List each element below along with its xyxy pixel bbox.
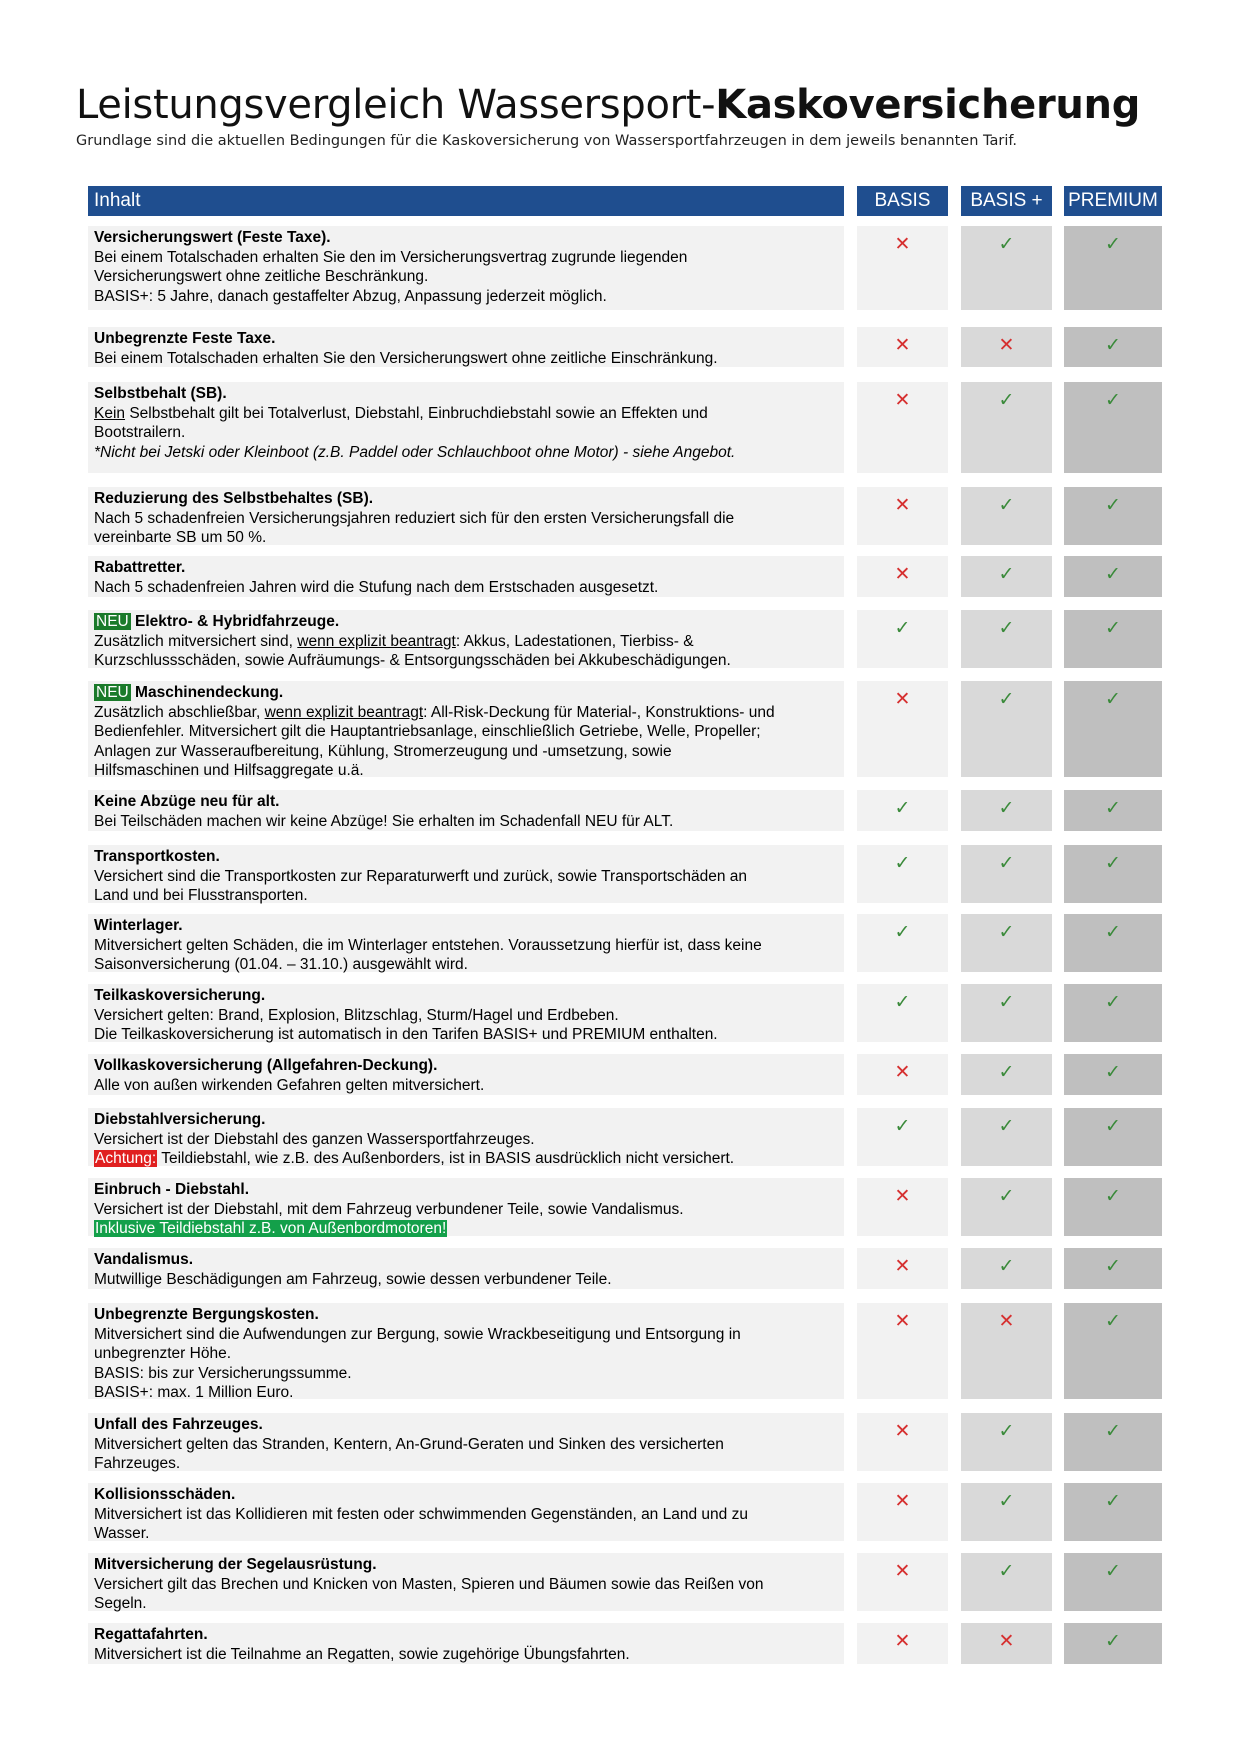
row-line: Alle von außen wirkenden Gefahren gelten mitversichert.	[94, 1076, 485, 1094]
row-title: Kollisionsschäden.	[94, 1486, 236, 1503]
cross-icon: ✕	[894, 334, 911, 356]
cross-icon: ✕	[894, 1560, 911, 1582]
row-line	[94, 1219, 840, 1239]
row-text	[94, 986, 840, 1045]
row-title-text: Elektro- & Hybridfahrzeuge.	[130, 613, 340, 630]
basis-cell	[857, 914, 948, 972]
cross-icon: ✕	[894, 494, 911, 516]
row-line: BASIS+: 5 Jahre, danach gestaffelter Abzug, Anpassung jederzeit möglich.	[94, 287, 607, 305]
table-row	[0, 914, 1241, 972]
check-icon: ✓	[998, 1420, 1015, 1442]
premium-cell	[1064, 1303, 1162, 1399]
check-icon: ✓	[1105, 1630, 1121, 1652]
row-content-cell	[88, 556, 844, 597]
table-row	[0, 790, 1241, 831]
row-line: Mitversichert sind die Aufwendungen zur Bergung, sowie Wrackbeseitigung und Entsorgung in	[94, 1325, 741, 1343]
row-line: Bei Teilschäden machen wir keine Abzüge! Sie erhalten im Schadenfall NEU für ALT.	[94, 812, 674, 830]
basis-plus-cell	[961, 681, 1052, 777]
premium-cell	[1064, 1413, 1162, 1471]
basis-plus-cell	[961, 914, 1052, 972]
basis-cell	[857, 984, 948, 1042]
basis-cell	[857, 681, 948, 777]
row-content-cell	[88, 1178, 844, 1236]
row-line: Versichert gilt das Brechen und Knicken von Masten, Spieren und Bäumen sowie das Reißen von	[94, 1575, 764, 1593]
cross-icon: ✕	[894, 563, 911, 585]
table-row	[0, 1483, 1241, 1541]
check-icon: ✓	[998, 563, 1015, 585]
column-header-basis: BASIS	[857, 186, 948, 216]
cross-icon: ✕	[894, 389, 911, 411]
table-row	[0, 610, 1241, 668]
check-icon: ✓	[1105, 494, 1121, 516]
row-line: Nach 5 schadenfreien Jahren wird die Stufung nach dem Erstschaden ausgesetzt.	[94, 578, 659, 596]
basis-cell	[857, 382, 948, 473]
basis-plus-cell	[961, 327, 1052, 367]
underlined-text: wenn explizit beantragt	[297, 632, 456, 650]
check-icon: ✓	[1105, 233, 1121, 255]
row-text	[94, 1625, 840, 1664]
premium-cell	[1064, 681, 1162, 777]
basis-cell	[857, 556, 948, 597]
row-line: Die Teilkaskoversicherung ist automatisch in den Tarifen BASIS+ und PREMIUM enthalten.	[94, 1026, 718, 1043]
basis-plus-cell	[961, 1623, 1052, 1664]
check-icon: ✓	[998, 1560, 1015, 1582]
row-title: Unbegrenzte Feste Taxe.	[94, 330, 276, 347]
table-row	[0, 1248, 1241, 1289]
row-content-cell	[88, 487, 844, 545]
basis-plus-cell	[961, 845, 1052, 903]
title-regular: Leistungsvergleich Wassersport-	[76, 82, 716, 128]
basis-plus-cell	[961, 382, 1052, 473]
row-title: Regattafahrten.	[94, 1626, 208, 1643]
row-title	[94, 683, 840, 703]
row-line: Mitversichert ist das Kollidieren mit festen oder schwimmenden Gegenständen, an Land und zu	[94, 1505, 748, 1523]
table-row	[0, 1108, 1241, 1166]
premium-cell	[1064, 1553, 1162, 1611]
table-row	[0, 1553, 1241, 1611]
row-text	[94, 1555, 840, 1614]
check-icon: ✓	[1105, 797, 1121, 819]
row-line: Kurzschlussschäden, sowie Aufräumungs- & Entsorgungsschäden bei Akkubeschädigungen.	[94, 652, 731, 669]
row-line-italic: *Nicht bei Jetski oder Kleinboot (z.B. Paddel oder Schlauchboot ohne Motor) - siehe Angebot.	[94, 443, 736, 461]
row-text	[94, 384, 840, 462]
check-icon: ✓	[894, 921, 911, 943]
page-title	[76, 78, 1140, 132]
column-header-basis-plus: BASIS +	[961, 186, 1052, 216]
row-line: Versicherungswert ohne zeitliche Beschränkung.	[94, 268, 429, 285]
row-line	[94, 703, 840, 723]
row-text	[94, 792, 840, 831]
basis-cell	[857, 1623, 948, 1664]
row-title: Keine Abzüge neu für alt.	[94, 793, 280, 810]
cross-icon: ✕	[894, 1420, 911, 1442]
row-line: vereinbarte SB um 50 %.	[94, 529, 267, 546]
row-title: Rabattretter.	[94, 559, 186, 576]
row-content-cell	[88, 914, 844, 972]
cross-icon: ✕	[894, 1255, 911, 1277]
row-text	[94, 228, 840, 306]
row-line: Fahrzeuges.	[94, 1455, 181, 1472]
premium-cell	[1064, 327, 1162, 367]
basis-plus-cell	[961, 556, 1052, 597]
row-text	[94, 916, 840, 975]
cross-icon: ✕	[894, 1310, 911, 1332]
check-icon: ✓	[1105, 617, 1121, 639]
check-icon: ✓	[1105, 1420, 1121, 1442]
check-icon: ✓	[1105, 1061, 1121, 1083]
check-icon: ✓	[1105, 852, 1121, 874]
premium-cell	[1064, 984, 1162, 1042]
row-title-text: Maschinendeckung.	[130, 684, 284, 701]
row-line: Bootstrailern.	[94, 424, 186, 441]
basis-plus-cell	[961, 226, 1052, 310]
row-title: Diebstahlversicherung.	[94, 1111, 266, 1128]
row-title: Reduzierung des Selbstbehaltes (SB).	[94, 490, 374, 507]
check-icon: ✓	[1105, 688, 1121, 710]
warning-badge: Achtung:	[95, 1150, 157, 1167]
column-header-premium: PREMIUM	[1064, 186, 1162, 216]
row-line: Mitversichert gelten das Stranden, Kentern, An-Grund-Geraten und Sinken des versicherten	[94, 1435, 724, 1453]
check-icon: ✓	[998, 1185, 1015, 1207]
cross-icon: ✕	[998, 334, 1015, 356]
basis-cell	[857, 1054, 948, 1095]
cross-icon: ✕	[894, 1490, 911, 1512]
row-line: Versichert sind die Transportkosten zur Reparaturwerft und zurück, sowie Transportschäden an	[94, 867, 748, 885]
row-line	[94, 632, 840, 652]
row-text	[94, 847, 840, 906]
row-text	[94, 1110, 840, 1169]
check-icon: ✓	[998, 617, 1015, 639]
check-icon: ✓	[894, 852, 911, 874]
row-line: BASIS+: max. 1 Million Euro.	[94, 1384, 294, 1401]
check-icon: ✓	[894, 1115, 911, 1137]
check-icon: ✓	[1105, 389, 1121, 411]
basis-plus-cell	[961, 1178, 1052, 1236]
row-line: Nach 5 schadenfreien Versicherungsjahren reduziert sich für den ersten Versicherungsfall die	[94, 509, 735, 527]
row-title: Versicherungswert (Feste Taxe).	[94, 229, 331, 246]
row-text	[94, 1415, 840, 1474]
check-icon: ✓	[1105, 1560, 1121, 1582]
row-line-rest: Teildiebstahl, wie z.B. des Außenborders, ist in BASIS ausdrücklich nicht versichert.	[157, 1150, 735, 1167]
cross-icon: ✕	[894, 1630, 911, 1652]
row-title: Einbruch - Diebstahl.	[94, 1181, 250, 1198]
row-content-cell	[88, 984, 844, 1042]
column-header-inhalt: Inhalt	[88, 186, 844, 216]
row-text	[94, 1485, 840, 1544]
cross-icon: ✕	[894, 233, 911, 255]
check-icon: ✓	[998, 921, 1015, 943]
check-icon: ✓	[1105, 1255, 1121, 1277]
check-icon: ✓	[1105, 334, 1121, 356]
underlined-text: Kein	[94, 404, 126, 422]
cross-icon: ✕	[894, 688, 911, 710]
basis-cell	[857, 327, 948, 367]
new-badge: NEU	[96, 684, 129, 701]
basis-plus-cell	[961, 1413, 1052, 1471]
cross-icon: ✕	[998, 1630, 1015, 1652]
table-row	[0, 1054, 1241, 1095]
row-content-cell	[88, 1483, 844, 1541]
premium-cell	[1064, 1623, 1162, 1664]
row-content-cell	[88, 845, 844, 903]
check-icon: ✓	[894, 617, 911, 639]
row-line: Versichert ist der Diebstahl, mit dem Fahrzeug verbundener Teile, sowie Vandalismus.	[94, 1200, 684, 1218]
check-icon: ✓	[894, 797, 911, 819]
check-icon: ✓	[1105, 1310, 1121, 1332]
check-icon: ✓	[998, 1115, 1015, 1137]
table-row	[0, 1178, 1241, 1236]
check-icon: ✓	[998, 389, 1015, 411]
row-content-cell	[88, 1553, 844, 1611]
row-line: BASIS: bis zur Versicherungssumme.	[94, 1364, 352, 1382]
row-line: Bei einem Totalschaden erhalten Sie den Versicherungswert ohne zeitliche Einschränkung.	[94, 349, 718, 367]
basis-plus-cell	[961, 487, 1052, 545]
row-text	[94, 1056, 840, 1095]
check-icon: ✓	[998, 797, 1015, 819]
check-icon: ✓	[1105, 1185, 1121, 1207]
row-title: Vandalismus.	[94, 1251, 194, 1268]
check-icon: ✓	[1105, 991, 1121, 1013]
row-text	[94, 329, 840, 368]
row-title	[94, 612, 840, 632]
row-text	[94, 1305, 840, 1403]
table-row	[0, 984, 1241, 1042]
check-icon: ✓	[998, 233, 1015, 255]
basis-cell	[857, 1553, 948, 1611]
row-line: Wasser.	[94, 1525, 150, 1542]
row-title: Unbegrenzte Bergungskosten.	[94, 1306, 319, 1323]
premium-cell	[1064, 1054, 1162, 1095]
table-row	[0, 556, 1241, 597]
cross-icon: ✕	[894, 1061, 911, 1083]
check-icon: ✓	[998, 991, 1015, 1013]
row-content-cell	[88, 681, 844, 777]
basis-cell	[857, 487, 948, 545]
title-bold: Kaskoversicherung	[715, 82, 1141, 128]
premium-cell	[1064, 610, 1162, 668]
row-text	[94, 683, 840, 781]
basis-cell	[857, 790, 948, 831]
row-content-cell	[88, 1303, 844, 1399]
row-line: Saisonversicherung (01.04. – 31.10.) ausgewählt wird.	[94, 956, 468, 973]
basis-cell	[857, 610, 948, 668]
table-row	[0, 1623, 1241, 1664]
premium-cell	[1064, 1248, 1162, 1289]
check-icon: ✓	[998, 1255, 1015, 1277]
row-title: Teilkaskoversicherung.	[94, 987, 266, 1004]
premium-cell	[1064, 790, 1162, 831]
table-row	[0, 1413, 1241, 1471]
check-icon: ✓	[1105, 563, 1121, 585]
basis-plus-cell	[961, 790, 1052, 831]
row-text	[94, 1250, 840, 1289]
check-icon: ✓	[1105, 1115, 1121, 1137]
premium-cell	[1064, 1178, 1162, 1236]
row-line: Versichert ist der Diebstahl des ganzen Wassersportfahrzeuges.	[94, 1130, 535, 1148]
basis-plus-cell	[961, 984, 1052, 1042]
row-line-rest: Selbstbehalt gilt bei Totalverlust, Diebstahl, Einbruchdiebstahl sowie an Effekten und	[125, 404, 708, 422]
row-line: Hilfsmaschinen und Hilfsaggregate u.ä.	[94, 762, 364, 779]
row-content-cell	[88, 610, 844, 668]
check-icon: ✓	[998, 1490, 1015, 1512]
row-content-cell	[88, 1248, 844, 1289]
basis-cell	[857, 1248, 948, 1289]
row-line-post: : All-Risk-Deckung für Material-, Konstruktions- und	[423, 703, 775, 721]
row-line: Mutwillige Beschädigungen am Fahrzeug, sowie dessen verbundener Teile.	[94, 1270, 612, 1288]
premium-cell	[1064, 1483, 1162, 1541]
row-line: Versichert gelten: Brand, Explosion, Blitzschlag, Sturm/Hagel und Erdbeben.	[94, 1006, 619, 1024]
row-line	[94, 1149, 840, 1169]
row-text	[94, 489, 840, 548]
cross-icon: ✕	[894, 1185, 911, 1207]
row-title: Transportkosten.	[94, 848, 220, 865]
basis-plus-cell	[961, 1054, 1052, 1095]
check-icon: ✓	[998, 852, 1015, 874]
premium-cell	[1064, 556, 1162, 597]
basis-cell	[857, 1108, 948, 1166]
row-content-cell	[88, 790, 844, 831]
row-line: Land und bei Flusstransporten.	[94, 887, 308, 904]
row-title: Unfall des Fahrzeuges.	[94, 1416, 263, 1433]
row-text	[94, 1180, 840, 1239]
premium-cell	[1064, 487, 1162, 545]
check-icon: ✓	[1105, 1490, 1121, 1512]
table-row	[0, 1303, 1241, 1399]
row-text	[94, 558, 840, 597]
table-row	[0, 382, 1241, 473]
check-icon: ✓	[998, 494, 1015, 516]
basis-plus-cell	[961, 1553, 1052, 1611]
underlined-text: wenn explizit beantragt	[264, 703, 424, 721]
basis-cell	[857, 1483, 948, 1541]
page-subtitle: Grundlage sind die aktuellen Bedingungen für die Kaskoversicherung von Wassersportfahrzeugen in dem jeweils benannten Tarif.	[76, 133, 1018, 149]
premium-cell	[1064, 1108, 1162, 1166]
basis-plus-cell	[961, 1108, 1052, 1166]
row-content-cell	[88, 1413, 844, 1471]
row-content-cell	[88, 382, 844, 473]
row-content-cell	[88, 1108, 844, 1166]
row-line	[94, 404, 840, 424]
premium-cell	[1064, 382, 1162, 473]
row-line: Bedienfehler. Mitversichert gilt die Hauptantriebsanlage, einschließlich Getriebe, Welle, Propeller;	[94, 723, 761, 740]
highlight-badge: Inklusive Teildiebstahl z.B. von Außenbordmotoren!	[95, 1220, 447, 1237]
table-row	[0, 681, 1241, 777]
basis-plus-cell	[961, 610, 1052, 668]
check-icon: ✓	[894, 991, 911, 1013]
row-content-cell	[88, 327, 844, 367]
cross-icon: ✕	[998, 1310, 1015, 1332]
row-line: unbegrenzter Höhe.	[94, 1345, 232, 1362]
row-line: Mitversichert ist die Teilnahme an Regatten, sowie zugehörige Übungsfahrten.	[94, 1645, 630, 1663]
basis-cell	[857, 226, 948, 310]
basis-cell	[857, 845, 948, 903]
table-row	[0, 327, 1241, 367]
check-icon: ✓	[1105, 921, 1121, 943]
row-content-cell	[88, 1054, 844, 1095]
premium-cell	[1064, 226, 1162, 310]
basis-cell	[857, 1178, 948, 1236]
row-content-cell	[88, 226, 844, 310]
row-line-pre: Zusätzlich abschließbar,	[94, 703, 265, 721]
row-line-pre: Zusätzlich mitversichert sind,	[94, 632, 298, 650]
row-title: Winterlager.	[94, 917, 183, 934]
table-row	[0, 487, 1241, 545]
check-icon: ✓	[998, 1061, 1015, 1083]
table-row	[0, 845, 1241, 903]
row-line: Anlagen zur Wasseraufbereitung, Kühlung, Stromerzeugung und -umsetzung, sowie	[94, 742, 672, 760]
row-line-post: : Akkus, Ladestationen, Tierbiss- &	[455, 632, 694, 650]
premium-cell	[1064, 914, 1162, 972]
basis-plus-cell	[961, 1248, 1052, 1289]
table-row	[0, 226, 1241, 310]
new-badge: NEU	[96, 613, 129, 630]
basis-cell	[857, 1303, 948, 1399]
row-title: Mitversicherung der Segelausrüstung.	[94, 1556, 377, 1573]
basis-cell	[857, 1413, 948, 1471]
row-line: Segeln.	[94, 1595, 147, 1612]
check-icon: ✓	[998, 688, 1015, 710]
premium-cell	[1064, 845, 1162, 903]
row-title: Vollkaskoversicherung (Allgefahren-Deckung).	[94, 1057, 438, 1074]
basis-plus-cell	[961, 1483, 1052, 1541]
row-line: Mitversichert gelten Schäden, die im Winterlager entstehen. Voraussetzung hierfür ist, dass keine	[94, 936, 762, 954]
row-text	[94, 612, 840, 671]
row-line: Bei einem Totalschaden erhalten Sie den im Versicherungsvertrag zugrunde liegenden	[94, 248, 688, 266]
row-title: Selbstbehalt (SB).	[94, 385, 227, 402]
row-content-cell	[88, 1623, 844, 1664]
basis-plus-cell	[961, 1303, 1052, 1399]
